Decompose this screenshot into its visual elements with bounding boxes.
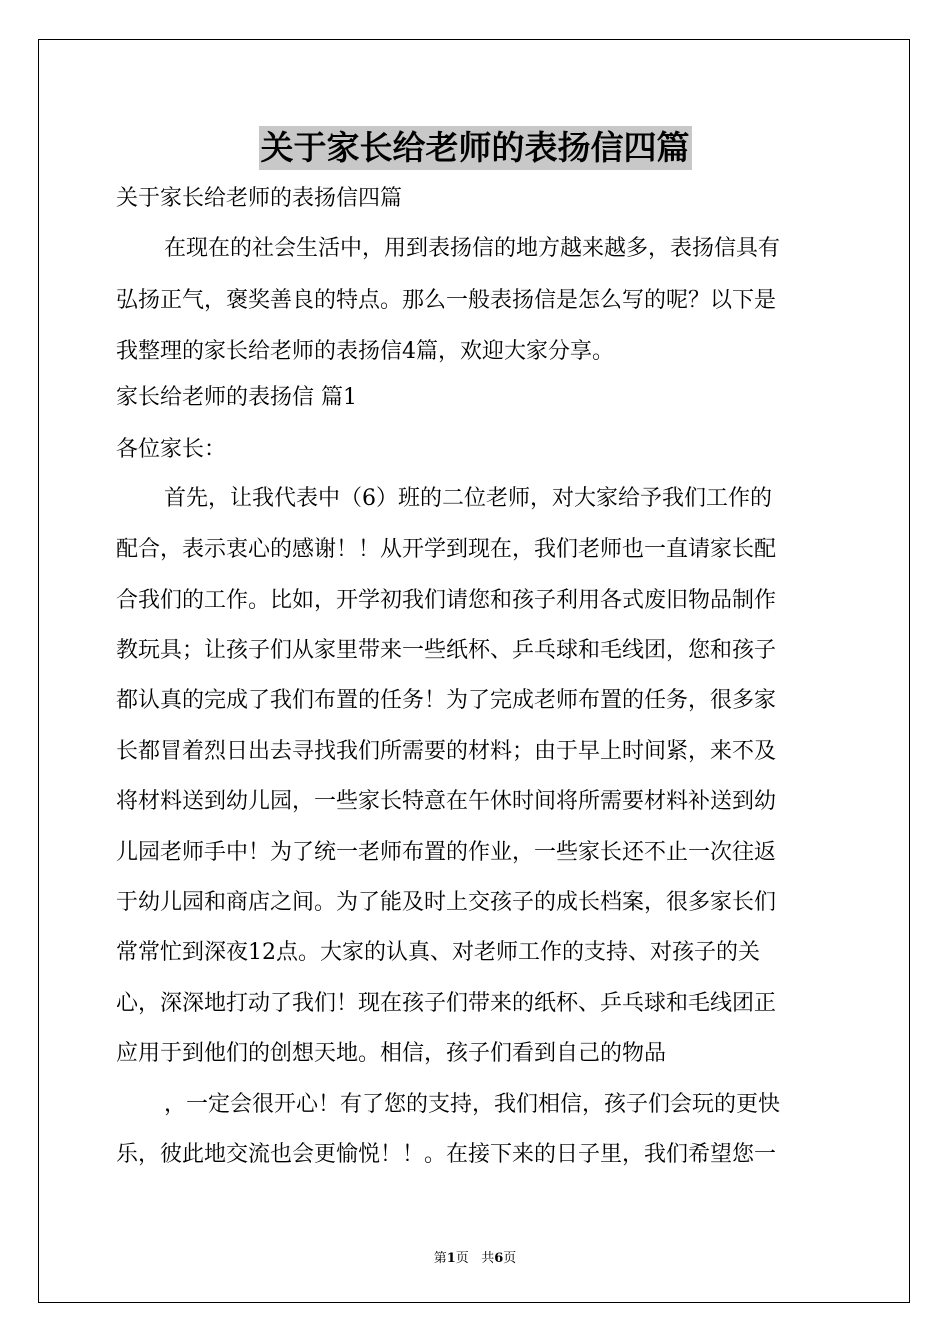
paragraph-line: 弘扬正气，褒奖善良的特点。那么一般表扬信是怎么写的呢？以下是 xyxy=(116,288,777,313)
document-title: 关于家长给老师的表扬信四篇 xyxy=(259,126,692,170)
paragraph-line: 乐，彼此地交流也会更愉悦！！。在接下来的日子里，我们希望您一 xyxy=(116,1142,777,1167)
paragraph-line: 长都冒着烈日出去寻找我们所需要的材料；由于早上时间紧，来不及 xyxy=(116,739,777,764)
total-pages: 6 xyxy=(494,1251,504,1266)
paragraph-line: 都认真的完成了我们布置的任务！为了完成老师布置的任务，很多家 xyxy=(116,688,777,713)
paragraph-line: 首先，让我代表中（6）班的二位老师，对大家给予我们工作的 xyxy=(164,486,772,511)
subtitle-line: 关于家长给老师的表扬信四篇 xyxy=(116,186,403,211)
section-heading: 家长给老师的表扬信 篇1 xyxy=(116,385,357,410)
paragraph-line: 心，深深地打动了我们！现在孩子们带来的纸杯、乒乓球和毛线团正 xyxy=(116,991,777,1016)
paragraph-line: 将材料送到幼儿园，一些家长特意在午休时间将所需要材料补送到幼 xyxy=(116,789,777,814)
page-prefix: 第 xyxy=(433,1251,447,1266)
page-suffix: 页 xyxy=(455,1251,469,1266)
total-prefix: 共 xyxy=(481,1251,495,1266)
paragraph-line: 于幼儿园和商店之间。为了能及时上交孩子的成长档案，很多家长们 xyxy=(116,890,777,915)
total-suffix: 页 xyxy=(503,1251,517,1266)
paragraph-line: 合我们的工作。比如，开学初我们请您和孩子利用各式废旧物品制作 xyxy=(116,588,777,613)
page-footer xyxy=(0,1247,950,1266)
paragraph-line: 常常忙到深夜12点。大家的认真、对老师工作的支持、对孩子的关 xyxy=(116,940,760,965)
salutation: 各位家长： xyxy=(116,437,227,462)
page-number: 1 xyxy=(446,1251,456,1266)
paragraph-line: 儿园老师手中！为了统一老师布置的作业，一些家长还不止一次往返 xyxy=(116,840,777,865)
paragraph-line: ，一定会很开心！有了您的支持，我们相信，孩子们会玩的更快 xyxy=(164,1092,781,1117)
title-container xyxy=(0,126,950,170)
paragraph-line: 应用于到他们的创想天地。相信，孩子们看到自己的物品 xyxy=(116,1041,667,1066)
paragraph-line: 配合，表示衷心的感谢！！从开学到现在，我们老师也一直请家长配 xyxy=(116,537,777,562)
paragraph-line: 教玩具；让孩子们从家里带来一些纸杯、乒乓球和毛线团，您和孩子 xyxy=(116,638,777,663)
paragraph-line: 我整理的家长给老师的表扬信4篇，欢迎大家分享。 xyxy=(116,339,614,364)
paragraph-line: 在现在的社会生活中，用到表扬信的地方越来越多，表扬信具有 xyxy=(164,236,781,261)
